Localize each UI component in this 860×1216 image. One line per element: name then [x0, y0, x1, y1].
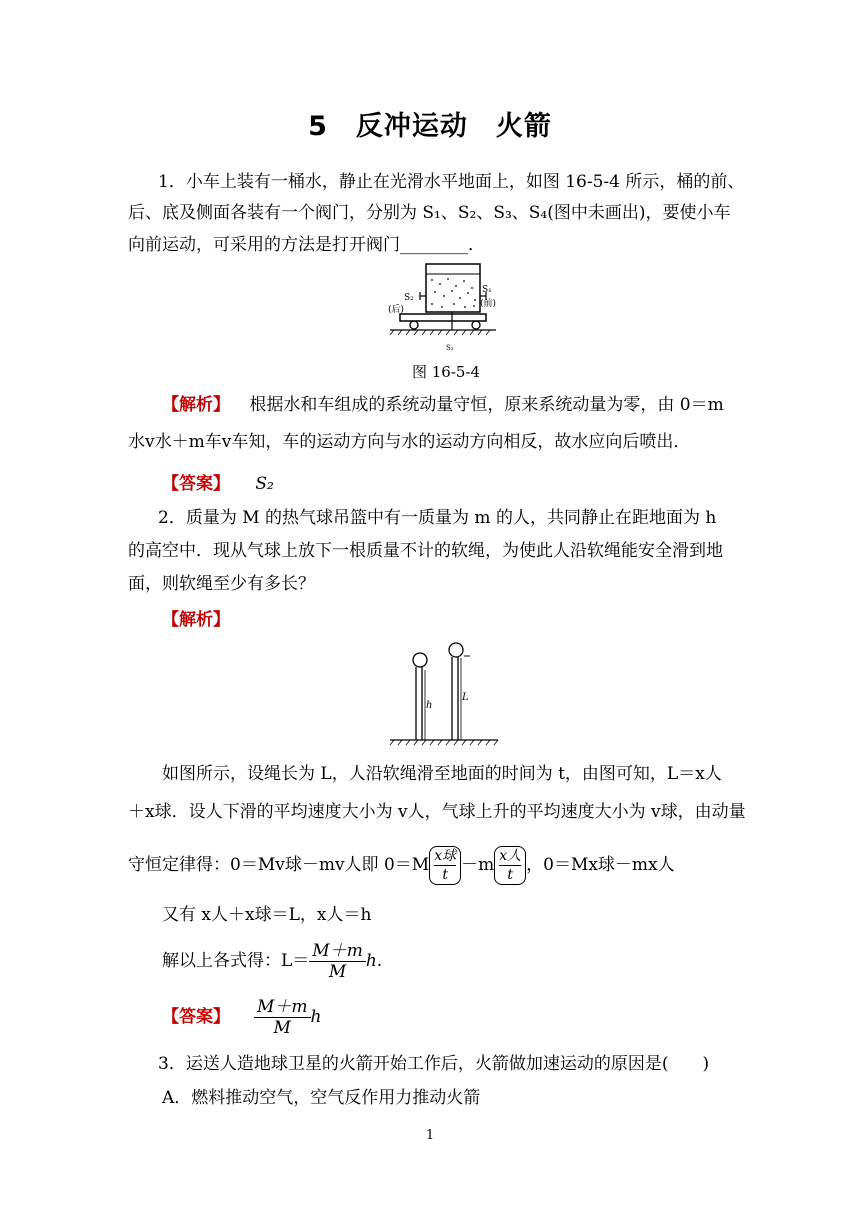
q1-analysis-line-2: 水v水＋m车v车知，车的运动方向与水的运动方向相反，故水应向后喷出． [128, 432, 691, 452]
q2-solution-line-2: ＋x球．设人下滑的平均速度大小为 v人，气球上升的平均速度大小为 v球，由动量 [128, 802, 746, 822]
L-label: L [462, 692, 469, 703]
page-number: 1 [425, 1128, 435, 1143]
answer-frac-den: M [273, 1017, 291, 1038]
s2-label: S₂ [404, 293, 414, 303]
q2-line-3: 面，则软绳至少有多长？ [128, 574, 315, 594]
q2-result-suffix: h. [365, 951, 383, 971]
q1-line-3: 向前运动，可采用的方法是打开阀门________． [128, 235, 485, 255]
back-label: (后) [388, 305, 405, 315]
q1-answer-value: S₂ [255, 474, 274, 494]
q2-solution-line-4: 又有 x人＋x球＝L，x人＝h [162, 905, 372, 925]
q2-solution-line-3 [128, 840, 675, 890]
result-frac-num: M＋m [309, 941, 366, 962]
q2-solution-line-1: 如图所示，设绳长为 L，人沿软绳滑至地面的时间为 t，由图可知，L＝x人 [162, 764, 722, 784]
figure-caption: 图 16-5-4 [412, 363, 481, 381]
answer-fraction [254, 997, 311, 1038]
fraction-x-ball-over-t [429, 846, 461, 885]
frac2-den: t [507, 866, 513, 883]
q1-analysis [162, 393, 724, 417]
q2-solution-line-5 [162, 938, 382, 984]
s3-label: S₃ [446, 344, 454, 352]
frac1-den: t [442, 866, 448, 883]
result-fraction [309, 941, 366, 982]
frac1-num: x球 [434, 847, 457, 864]
s1-label: S₁ [482, 285, 492, 295]
q3-option-a: A．燃料推动空气，空气反作用力推动火箭 [162, 1088, 481, 1108]
q2-eq-part-a: 守恒定律得：0＝Mv球－mv人即 0＝M [128, 855, 430, 875]
h-label: h [426, 700, 433, 711]
analysis-tag: 【解析】 [162, 610, 230, 630]
analysis-tag: 【解析】 [162, 395, 230, 415]
answer-tag: 【答案】 [162, 474, 230, 494]
answer-tag: 【答案】 [162, 1007, 230, 1027]
q1-line-1: 1．小车上装有一桶水，静止在光滑水平地面上，如图 16-5-4 所示，桶的前、 [158, 172, 745, 192]
answer-tail: h [310, 1007, 322, 1027]
q3-line-1: 3．运送人造地球卫星的火箭开始工作后，火箭做加速运动的原因是( ) [158, 1054, 710, 1074]
fraction-x-person-over-t [494, 846, 526, 885]
front-label: (前) [480, 299, 497, 309]
cart-water-figure [380, 262, 498, 354]
q1-answer [162, 472, 274, 496]
result-frac-den: M [328, 961, 347, 982]
q2-line-1: 2．质量为 M 的热气球吊篮中有一质量为 m 的人，共同静止在距地面为 h [158, 508, 717, 528]
frac2-num: x人 [499, 847, 522, 864]
q1-line-2: 后、底及侧面各装有一个阀门，分别为 S₁、S₂、S₃、S₄(图中未画出)，要使小车 [128, 203, 731, 223]
page-title: 5 反冲运动 火箭 [308, 111, 552, 142]
balloon-rope-figure [388, 638, 500, 748]
q2-eq-part-c: ，0＝Mx球－mx人 [526, 855, 675, 875]
q2-result-prefix: 解以上各式得：L＝ [162, 951, 310, 971]
answer-frac-num: M＋m [254, 997, 311, 1018]
q1-analysis-line-1: 根据水和车组成的系统动量守恒，原来系统动量为零，由 0＝m [249, 395, 724, 415]
q2-eq-part-b: －m [461, 855, 495, 875]
q2-line-2: 的高空中．现从气球上放下一根质量不计的软绳，为使此人沿软绳能安全滑到地 [128, 541, 723, 561]
q2-answer [162, 994, 321, 1040]
